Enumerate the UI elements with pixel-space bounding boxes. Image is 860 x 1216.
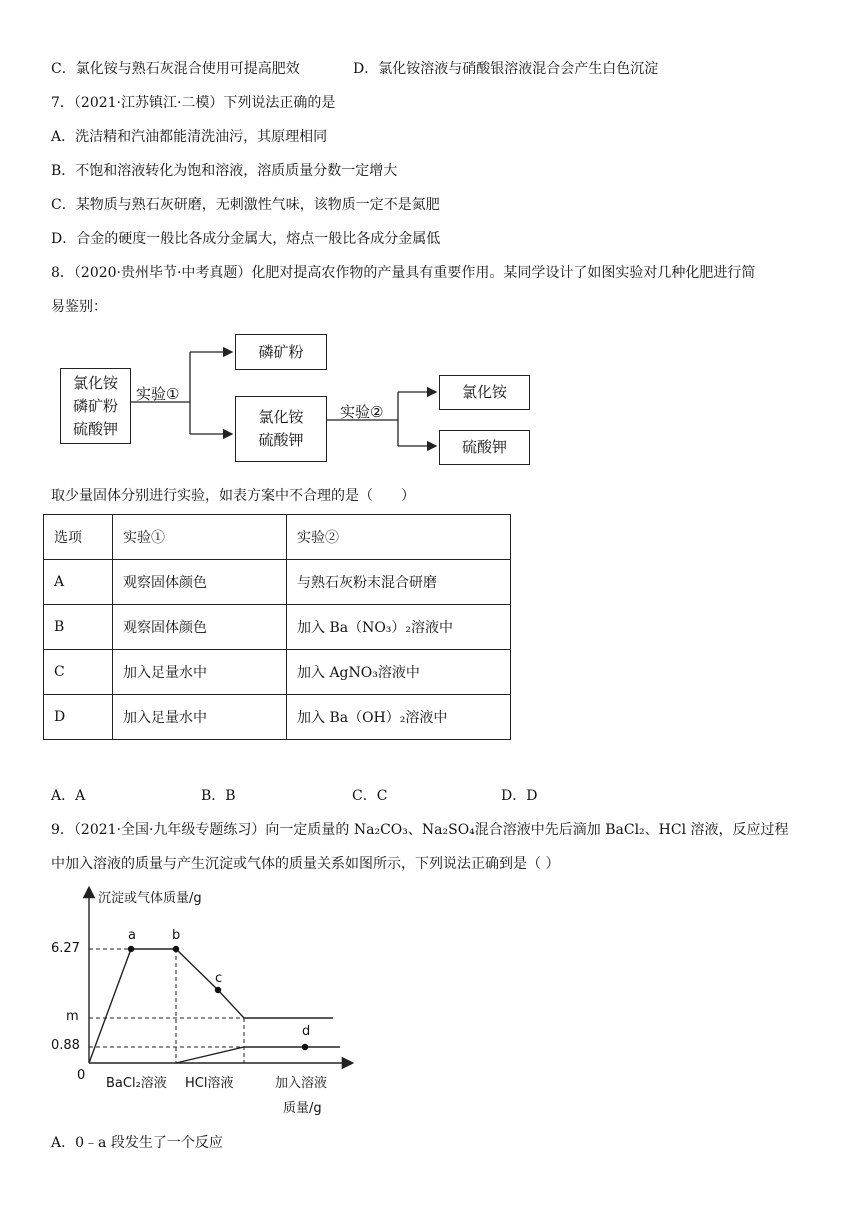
flow-mid-item: 氯化铵	[258, 408, 304, 426]
table-cell: B	[44, 605, 113, 650]
q9-option-a: A．0﹣a 段发生了一个反应	[51, 1135, 223, 1151]
q7-option-c: C．某物质与熟石灰研磨，无刺激性气味，该物质一定不是氮肥	[51, 197, 440, 213]
table-cell: 与熟石灰粉末混合研磨	[287, 560, 511, 605]
q8-stem-line1: 8．（2020·贵州毕节·中考真题）化肥对提高农作物的产量具有重要作用。某同学设计了如图实验对几种化肥进行简	[51, 265, 756, 281]
q7-option-b: B．不饱和溶液转化为饱和溶液，溶质质量分数一定增大	[51, 163, 398, 179]
q9-stem-line2: 中加入溶液的质量与产生沉淀或气体的质量关系如图所示，下列说法正确到是（ ）	[51, 856, 560, 872]
flow-exp1-label: 实验①	[136, 385, 180, 403]
label-a: a	[128, 928, 136, 943]
flow-mid-item: 硫酸钾	[258, 431, 304, 449]
q7-stem: 7．（2021·江苏镇江·二模）下列说法正确的是	[51, 95, 336, 111]
x-segment-bacl2: BaCl₂溶液	[106, 1076, 167, 1091]
flow-start-item: 硫酸钾	[72, 419, 118, 438]
table-cell: 观察固体颜色	[113, 560, 287, 605]
table-cell: D	[44, 695, 113, 740]
table-header-cell: 实验①	[113, 515, 287, 560]
table-cell: 加入足量水中	[113, 695, 287, 740]
table-cell: 加入 AgNO₃溶液中	[287, 650, 511, 695]
q9-stem-line1: 9．（2021·全国·九年级专题练习）向一定质量的 Na₂CO₃、Na₂SO₄混合溶液中先后滴加 BaCl₂、HCl 溶液，反应过程	[51, 822, 789, 838]
label-b: b	[172, 928, 181, 943]
q6-option-d: D．氯化铵溶液与硝酸银溶液混合会产生白色沉淀	[353, 61, 659, 77]
precipitate-curve	[89, 949, 333, 1063]
q8-answer-d: D．D	[501, 788, 538, 804]
tick-0-88: 0.88	[51, 1038, 80, 1053]
flow-start-item: 磷矿粉	[72, 396, 118, 415]
flow-branch1-box: 磷矿粉	[235, 334, 327, 370]
table-cell: 加入 Ba（NO₃）₂溶液中	[287, 605, 511, 650]
table-cell: C	[44, 650, 113, 695]
flow-exp2-label: 实验②	[340, 403, 384, 421]
point-b	[173, 946, 179, 952]
x-label-line1: 加入溶液	[275, 1076, 328, 1091]
q8-answer-c: C．C	[352, 788, 388, 804]
x-label-line2: 质量/g	[283, 1101, 322, 1116]
table-cell: 加入 Ba（OH）₂溶液中	[287, 695, 511, 740]
q8-stem-line2: 易鉴别：	[51, 299, 107, 315]
q8-answer-b: B．B	[201, 788, 236, 804]
flow-start-item: 氯化铵	[72, 373, 118, 392]
label-c: c	[215, 971, 223, 986]
gas-curve	[176, 1047, 340, 1063]
tick-origin: 0	[77, 1068, 86, 1083]
x-segment-hcl: HCl溶液	[185, 1076, 234, 1091]
point-c	[215, 987, 221, 993]
q8-answer-a: A．A	[51, 788, 86, 804]
q8-prompt: 取少量固体分别进行实验，如表方案中不合理的是（ ）	[51, 488, 415, 504]
flow-end-box2: 硫酸钾	[439, 430, 530, 465]
table-cell: A	[44, 560, 113, 605]
point-d	[302, 1044, 308, 1050]
point-a	[128, 946, 134, 952]
table-cell: 观察固体颜色	[113, 605, 287, 650]
tick-6-27: 6.27	[51, 941, 80, 956]
graph-y-label: 沉淀或气体质量/g	[98, 891, 202, 906]
table-header-cell: 选项	[44, 515, 113, 560]
q6-option-c: C．氯化铵与熟石灰混合使用可提高肥效	[51, 61, 300, 77]
label-d: d	[302, 1024, 311, 1039]
tick-m: m	[66, 1009, 79, 1024]
flow-end-box1: 氯化铵	[439, 375, 530, 410]
q7-option-d: D．合金的硬度一般比各成分金属大，熔点一般比各成分金属低	[51, 231, 441, 247]
table-header-cell: 实验②	[287, 515, 511, 560]
table-cell: 加入足量水中	[113, 650, 287, 695]
q7-option-a: A．洗洁精和汽油都能清洗油污，其原理相同	[51, 129, 328, 145]
